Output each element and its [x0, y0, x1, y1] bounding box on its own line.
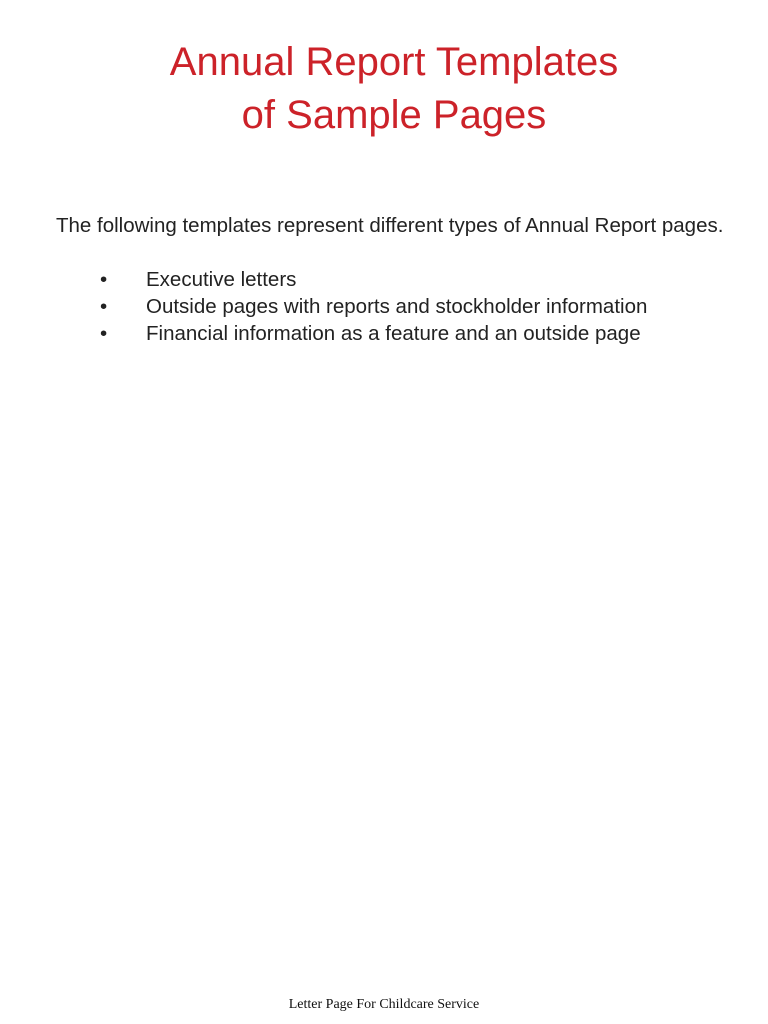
bullet-icon: •: [100, 268, 108, 291]
page-title-line-1: Annual Report Templates: [169, 40, 619, 84]
bullet-icon: •: [100, 295, 108, 318]
list-item: [0, 293, 768, 320]
list-item-text: Financial information as a feature and an outside page: [146, 322, 641, 345]
list-item: [0, 320, 768, 347]
bullet-icon: •: [100, 322, 108, 345]
list-item: [0, 266, 768, 293]
page-footer: Letter Page For Childcare Service: [288, 997, 480, 1012]
bullet-list: [0, 266, 768, 347]
list-item-text: Outside pages with reports and stockholder information: [146, 295, 648, 318]
page-title-line-2: of Sample Pages: [241, 93, 547, 137]
intro-paragraph: The following templates represent different types of Annual Report pages.: [56, 214, 724, 237]
page-title: [0, 36, 768, 142]
list-item-text: Executive letters: [146, 268, 297, 291]
